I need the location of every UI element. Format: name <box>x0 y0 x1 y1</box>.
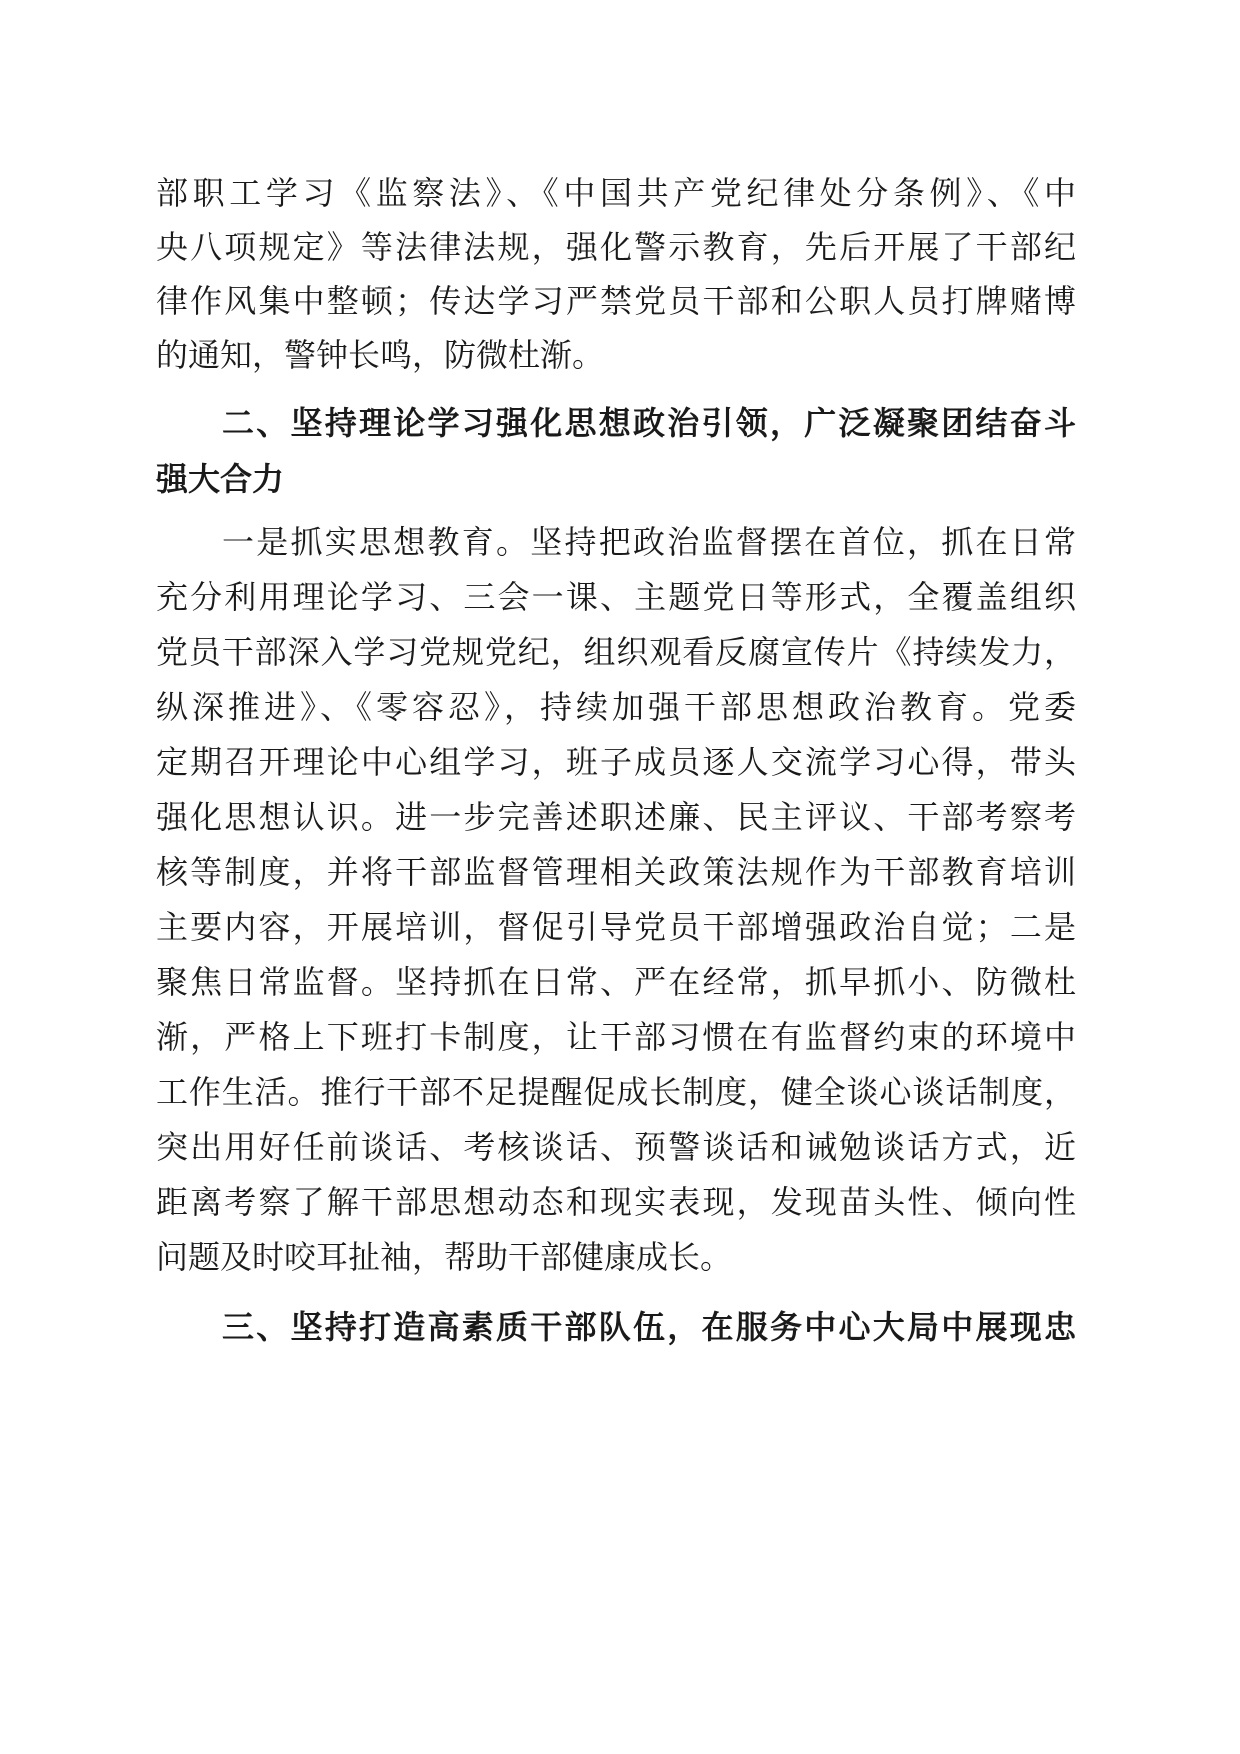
text-line: 聚焦日常监督。坚持抓在日常、严在经常，抓早抓小、防微杜 <box>156 963 1076 1001</box>
text-line: 问题及时咬耳扯袖，帮助干部健康成长。 <box>156 1238 733 1276</box>
text-line: 突出用好任前谈话、考核谈话、预警谈话和诫勉谈话方式，近 <box>156 1128 1076 1166</box>
text-line: 核等制度，并将干部监督管理相关政策法规作为干部教育培训 <box>156 853 1076 891</box>
text-line: 部职工学习《监察法》、《中国共产党纪律处分条例》、《中 <box>156 174 1076 212</box>
text-line: 央八项规定》等法律法规，强化警示教育，先后开展了干部纪 <box>156 228 1076 266</box>
text-line: 定期召开理论中心组学习，班子成员逐人交流学习心得，带头 <box>156 743 1076 781</box>
text-line: 渐，严格上下班打卡制度，让干部习惯在有监督约束的环境中 <box>156 1018 1076 1056</box>
text-line: 律作风集中整顿；传达学习严禁党员干部和公职人员打牌赌博 <box>156 282 1076 320</box>
text-line: 纵深推进》、《零容忍》，持续加强干部思想政治教育。党委 <box>156 688 1076 726</box>
heading-line: 二、坚持理论学习强化思想政治引领，广泛凝聚团结奋斗 <box>222 404 1076 442</box>
heading-line: 强大合力 <box>156 460 285 498</box>
text-line: 一是抓实思想教育。坚持把政治监督摆在首位，抓在日常 <box>222 523 1076 561</box>
heading-line: 三、坚持打造高素质干部队伍，在服务中心大局中展现忠 <box>222 1308 1076 1346</box>
text-line: 党员干部深入学习党规党纪，组织观看反腐宣传片《持续发力， <box>156 633 1076 671</box>
text-line: 的通知，警钟长鸣，防微杜渐。 <box>156 336 605 374</box>
text-line: 强化思想认识。进一步完善述职述廉、民主评议、干部考察考 <box>156 798 1076 836</box>
text-line: 充分利用理论学习、三会一课、主题党日等形式，全覆盖组织 <box>156 578 1076 616</box>
text-line: 主要内容，开展培训，督促引导党员干部增强政治自觉；二是 <box>156 908 1076 946</box>
text-line: 工作生活。推行干部不足提醒促成长制度，健全谈心谈话制度， <box>156 1073 1076 1111</box>
text-line: 距离考察了解干部思想动态和现实表现，发现苗头性、倾向性 <box>156 1183 1076 1221</box>
